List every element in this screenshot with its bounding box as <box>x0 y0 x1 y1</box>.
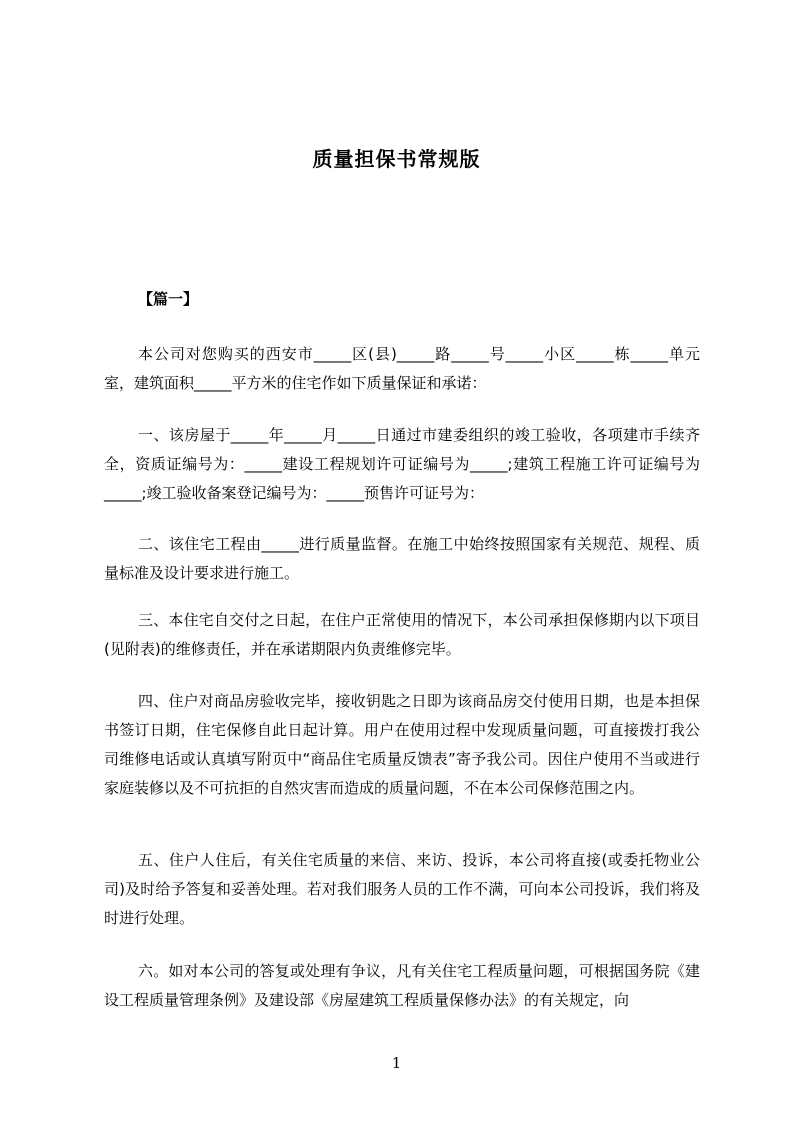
paragraph-5: 五、住户人住后，有关住宅质量的来信、来访、投诉，本公司将直接(或委托物业公司)及时给予答复和妥善处理。若对我们服务人员的工作不满，可向本公司投诉，我们将及时进行处理。 <box>104 851 700 927</box>
paragraph-3: 三、本住宅自交付之日起，在住户正常使用的情况下，本公司承担保修期内以下项目(见附表)的维修责任，并在承诺期限内负责维修完毕。 <box>104 611 700 658</box>
paragraph-4: 四、住户对商品房验收完毕，接收钥匙之日即为该商品房交付使用日期，也是本担保书签订日期，住宅保修自此日起计算。用户在使用过程中发现质量问题，可直接拨打我公司维修电话或认真填写附页中“商品住宅质量反馈表”寄予我公司。因住户使用不当或进行家庭装修以及不可抗拒的自然灾害而造成的质量问题，不在本公司保修范围之内。 <box>104 692 700 797</box>
document-title: 质量担保书常规版 <box>312 147 481 171</box>
paragraph-2: 二、该住宅工程由_____进行质量监督。在施工中始终按照国家有关规范、规程、质量标准及设计要求进行施工。 <box>104 535 700 582</box>
paragraph-intro: 本公司对您购买的西安市_____区(县)_____路_____号_____小区_____栋_____单元室，建筑面积_____平方米的住宅作如下质量保证和承诺： <box>104 345 700 392</box>
section-label: 【篇一】 <box>138 290 199 308</box>
paragraph-1: 一、该房屋于_____年_____月_____日通过市建委组织的竣工验收，各项建市手续齐全，资质证编号为：_____建设工程规划许可证编号为_____;建筑工程施工许可证编号为_____;竣工验收备案登记编号为：_____预售许可证号为： <box>104 426 700 502</box>
page-number: 1 <box>391 1054 402 1072</box>
paragraph-6: 六。如对本公司的答复或处理有争议，凡有关住宅工程质量问题，可根据国务院《建设工程质量管理条例》及建设部《房屋建筑工程质量保修办法》的有关规定，向 <box>104 962 700 1009</box>
